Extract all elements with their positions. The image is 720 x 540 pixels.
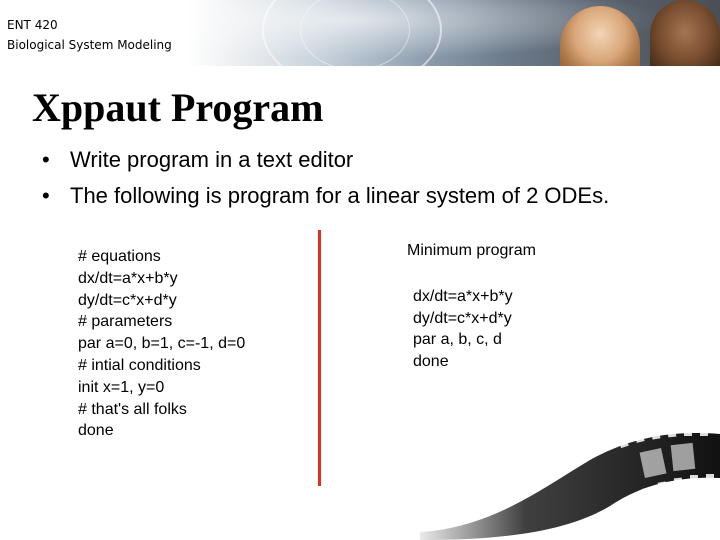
- banner-structure-arc-inner: [300, 0, 410, 66]
- bullet-icon: •: [42, 183, 50, 208]
- code-line: done: [78, 422, 114, 440]
- code-line: done: [413, 352, 449, 370]
- code-line: # that's all folks: [78, 400, 187, 418]
- bullet-text: The following is program for a linear system of 2 ODEs.: [70, 183, 610, 208]
- code-line: # intial conditions: [78, 356, 201, 374]
- code-line: init x=1, y=0: [78, 378, 165, 396]
- bullet-item: [42, 142, 714, 178]
- code-line: dx/dt=a*x+b*y: [78, 269, 178, 287]
- code-line: par a=0, b=1, c=-1, d=0: [78, 335, 246, 353]
- slide-title: Xppaut Program: [32, 85, 324, 130]
- film-strip-decoration: [420, 420, 720, 540]
- minimum-program-code: [413, 286, 513, 372]
- header-banner: [0, 0, 720, 66]
- code-line: par a, b, c, d: [413, 331, 502, 348]
- minimum-program-title: Minimum program: [407, 242, 536, 259]
- course-code: ENT 420: [7, 18, 58, 32]
- code-line: # equations: [78, 248, 161, 265]
- bullet-item: [42, 178, 714, 214]
- vertical-divider: [318, 230, 321, 486]
- bullet-list: [42, 142, 714, 214]
- code-line: # parameters: [78, 313, 173, 331]
- course-name: Biological System Modeling: [7, 38, 172, 52]
- bullet-icon: •: [42, 147, 50, 172]
- code-line: dy/dt=c*x+d*y: [413, 309, 512, 327]
- banner-person-photo-2: [650, 0, 720, 66]
- code-line: dx/dt=a*x+b*y: [413, 288, 513, 305]
- bullet-text: Write program in a text editor: [70, 147, 354, 172]
- code-line: dy/dt=c*x+d*y: [78, 291, 177, 309]
- full-program-code: [78, 246, 245, 442]
